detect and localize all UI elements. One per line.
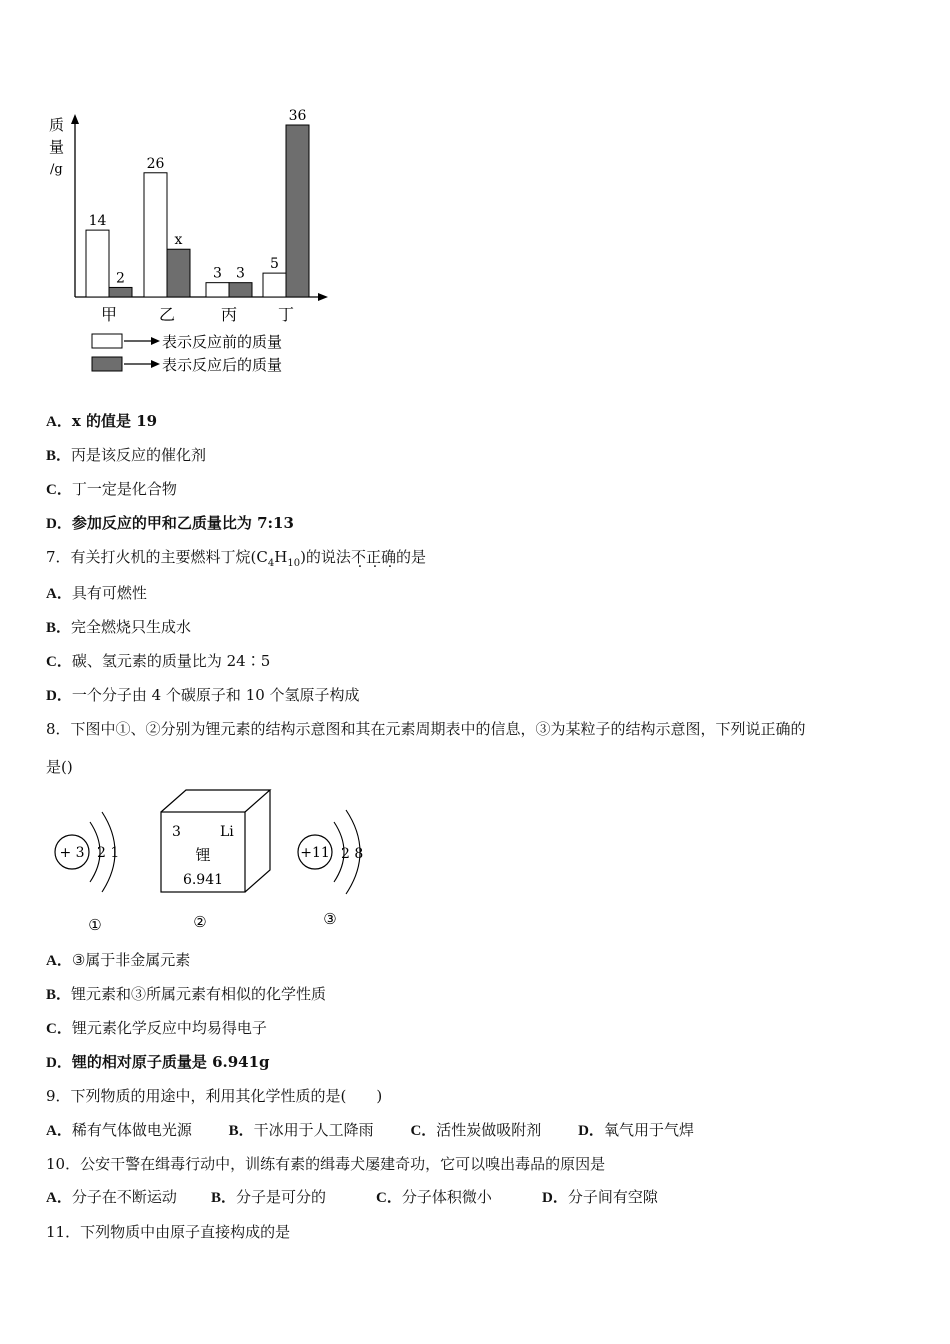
figure-caption-2: ② (193, 913, 207, 931)
atomic-mass: 6.941 (182, 872, 224, 888)
y-axis-label-2: 量 (49, 138, 65, 156)
bar-data-label: 2 (116, 270, 125, 287)
bar-data-label: 3 (213, 265, 222, 282)
q8-figures (44, 782, 384, 942)
option-text: 一个分子由 4 个碳原子和 10 个氢原子构成 (71, 686, 360, 704)
y-axis-label-3: /g (50, 162, 63, 177)
q9-options (46, 1119, 726, 1140)
x-tick-label: 丁 (277, 305, 295, 324)
q7-stem-part: )的说法 (300, 548, 351, 566)
q7-option-d[interactable] (46, 684, 360, 705)
bar-data-label: 3 (236, 265, 245, 282)
q7-option-b[interactable] (46, 616, 191, 637)
atomic-number: 3 (172, 824, 181, 840)
q10-option-b[interactable] (211, 1186, 326, 1207)
option-label: A． (46, 586, 72, 602)
q9-option-d[interactable] (578, 1121, 710, 1139)
periodic-table-cell (161, 790, 270, 931)
q6-option-d[interactable] (46, 512, 294, 533)
element-name: 锂 (195, 846, 211, 864)
option-label: B． (228, 1123, 254, 1139)
bar-data-label: 26 (146, 155, 165, 172)
legend-arrow-after-head (151, 360, 160, 368)
option-label: A． (46, 1123, 72, 1139)
option-label: A． (46, 953, 72, 969)
option-text: 分子是可分的 (236, 1188, 327, 1206)
q9-option-a[interactable] (46, 1121, 208, 1139)
option-label: A． (46, 414, 72, 430)
bar-before-2 (206, 283, 229, 297)
q8-option-d[interactable] (46, 1051, 270, 1072)
legend-swatch-before (92, 334, 122, 348)
bars-group (86, 108, 309, 324)
mass-bar-chart (40, 100, 350, 385)
option-text: 具有可燃性 (71, 584, 147, 602)
option-label: D． (46, 1055, 72, 1071)
option-text: 分子体积微小 (401, 1188, 492, 1206)
bar-before-3 (263, 273, 286, 297)
element-symbol: Li (220, 824, 234, 840)
bar-after-3 (286, 125, 309, 297)
option-text: 分子在不断运动 (71, 1188, 177, 1206)
x-tick-label: 乙 (158, 305, 176, 324)
q8-option-c[interactable] (46, 1017, 267, 1038)
bar-before-0 (86, 230, 109, 297)
shell-electrons: 2 8 (341, 846, 364, 862)
option-text: 丙是该反应的催化剂 (71, 446, 207, 464)
q8-stem-line1: 8．下图中①、②分别为锂元素的结构示意图和其在元素周期表中的信息，③为某粒子的结构示意图，下列说正确的 (46, 720, 806, 738)
q7-emphasis: 正 (365, 548, 381, 566)
q7-subscript: 4 (267, 558, 275, 569)
option-text: 完全燃烧只生成水 (71, 618, 192, 636)
q7-stem-part: 的是 (395, 548, 426, 566)
q8-stem-line2: 是() (46, 758, 73, 776)
option-text: 锂元素和③所属元素有相似的化学性质 (71, 985, 327, 1003)
nucleus-charge: +11 (300, 845, 330, 861)
q10-option-d[interactable] (542, 1186, 658, 1207)
option-label: C． (46, 1021, 72, 1037)
q10-stem: 10．公安干警在缉毒行动中，训练有素的缉毒犬屡建奇功，它可以嗅出毒品的原因是 (46, 1155, 606, 1173)
option-text: 分子间有空隙 (567, 1188, 658, 1206)
option-text: 干冰用于人工降雨 (253, 1121, 374, 1139)
option-label: B． (46, 987, 72, 1003)
q7-stem-part: H (274, 548, 288, 566)
option-text: 锂元素化学反应中均易得电子 (71, 1019, 267, 1037)
legend-swatch-after (92, 357, 122, 371)
bar-after-0 (109, 287, 132, 297)
option-label: D． (578, 1123, 604, 1139)
q11-stem: 11．下列物质中由原子直接构成的是 (46, 1223, 291, 1241)
x-tick-label: 甲 (100, 305, 118, 324)
option-label: C． (376, 1190, 402, 1206)
figure-caption-1: ① (88, 916, 102, 934)
option-text: 碳、氢元素的质量比为 24∶5 (71, 652, 271, 670)
q7-stem-part: 7．有关打火机的主要燃料丁烷(C (46, 548, 268, 566)
figure-caption-3: ③ (323, 910, 337, 928)
legend-label-before: 表示反应前的质量 (162, 333, 283, 351)
q9-option-c[interactable] (410, 1121, 557, 1139)
option-label: C． (46, 654, 72, 670)
bar-after-2 (229, 283, 252, 297)
option-text: 锂的相对原子质量是 6.941g (71, 1053, 270, 1071)
q6-option-b[interactable] (46, 444, 206, 465)
bar-data-label: x (174, 232, 183, 249)
option-text: 活性炭做吸附剂 (436, 1121, 542, 1139)
option-label: A． (46, 1190, 72, 1206)
option-label: C． (46, 482, 72, 498)
option-text: 稀有气体做电光源 (71, 1121, 192, 1139)
x-tick-label: 丙 (220, 305, 238, 324)
q10-option-a[interactable] (46, 1186, 177, 1207)
q7-stem (46, 546, 426, 569)
nucleus-charge: + 3 (59, 845, 85, 861)
y-axis-arrow (71, 114, 79, 124)
q7-emphasis: 确 (380, 548, 396, 566)
q10-option-c[interactable] (376, 1186, 492, 1207)
q8-option-a[interactable] (46, 949, 190, 970)
bar-data-label: 36 (288, 108, 307, 124)
bar-after-1 (167, 249, 190, 297)
q7-option-a[interactable] (46, 582, 147, 603)
legend-label-after: 表示反应后的质量 (162, 356, 283, 374)
cell-top-face (161, 790, 270, 812)
x-axis-arrow (318, 293, 328, 301)
q9-stem: 9．下列物质的用途中，利用其化学性质的是( ) (46, 1087, 383, 1105)
option-text: 氧气用于气焊 (603, 1121, 694, 1139)
q7-option-c[interactable] (46, 650, 270, 671)
q6-option-a[interactable] (46, 410, 157, 431)
q7-subscript: 10 (287, 558, 301, 569)
q9-option-b[interactable] (229, 1121, 390, 1139)
lithium-atom-diagram (55, 812, 119, 934)
q8-option-b[interactable] (46, 983, 326, 1004)
cell-side-face (245, 790, 270, 892)
y-axis-label-1: 质 (49, 116, 65, 134)
option-label: B． (46, 620, 72, 636)
option-label: B． (211, 1190, 237, 1206)
bar-data-label: 5 (270, 256, 279, 273)
q6-option-c[interactable] (46, 478, 177, 499)
bar-data-label: 14 (88, 213, 107, 230)
option-text: x 的值是 19 (71, 412, 158, 430)
shell-electrons: 2 1 (97, 845, 120, 861)
legend-arrow-before-head (151, 337, 160, 345)
option-label: D． (46, 516, 72, 532)
q7-emphasis: 不 (350, 548, 366, 566)
option-text: 参加反应的甲和乙质量比为 7:13 (71, 514, 294, 532)
option-label: D． (46, 688, 72, 704)
option-text: 丁一定是化合物 (71, 480, 177, 498)
particle-diagram (298, 810, 363, 928)
option-label: C． (410, 1123, 437, 1139)
option-text: ③属于非金属元素 (71, 951, 191, 969)
option-label: D． (542, 1190, 568, 1206)
bar-before-1 (144, 173, 167, 297)
option-label: B． (46, 448, 72, 464)
